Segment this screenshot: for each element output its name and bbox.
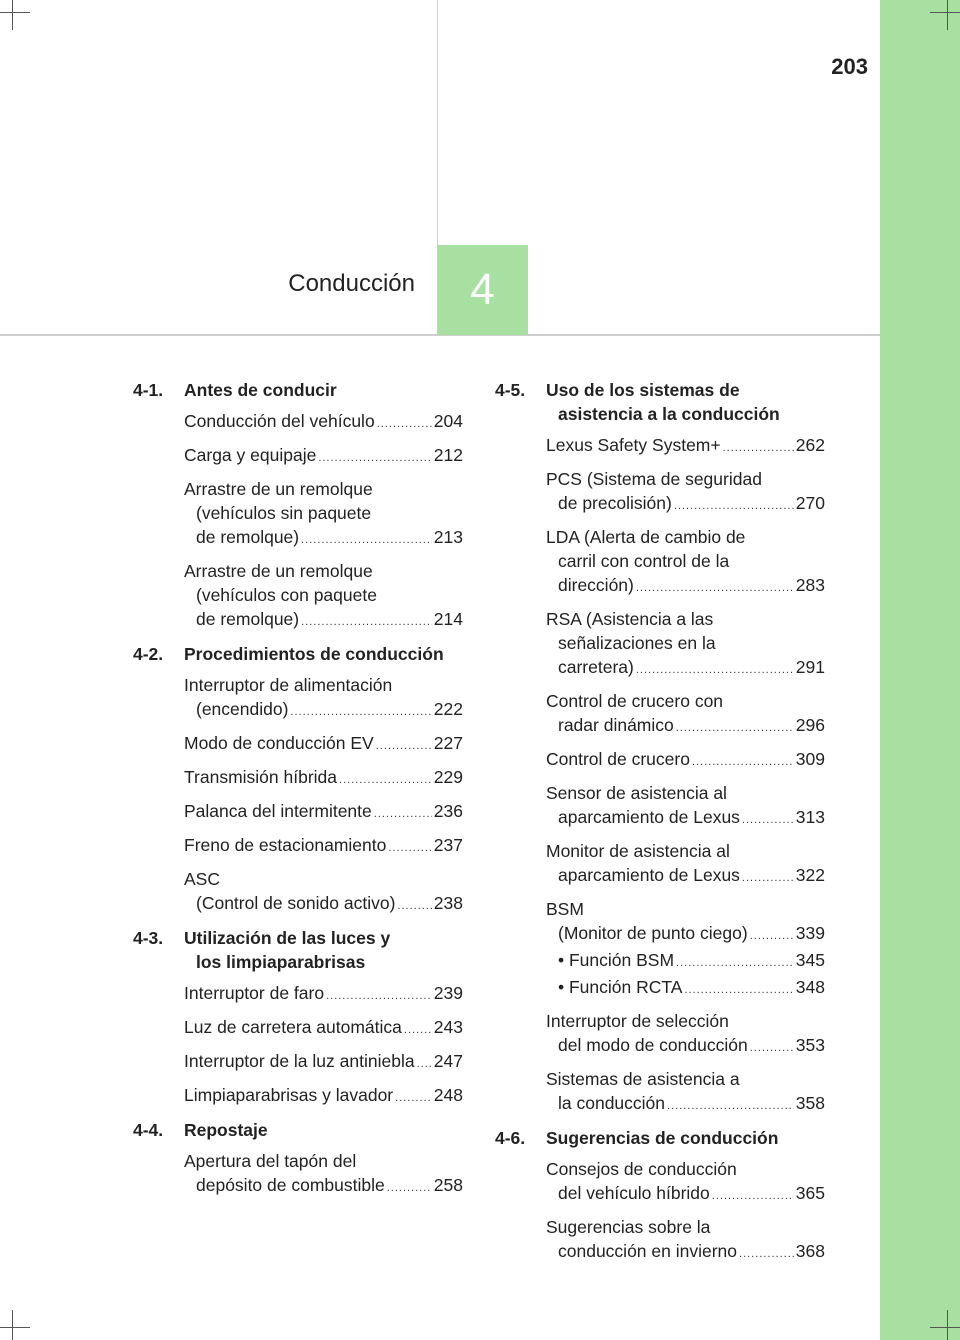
subitem-text: • Función BSM	[558, 950, 675, 970]
entry-text: Lexus Safety System+	[546, 435, 721, 455]
entry-text: Freno de estacionamiento	[184, 835, 387, 855]
entry-text-line: Consejos de conducción	[546, 1159, 737, 1179]
entry-page-number[interactable]: 237	[433, 835, 463, 855]
entry-text: aparcamiento de Lexus	[558, 865, 740, 885]
dot-leader	[374, 802, 432, 826]
entry-page-number[interactable]: 313	[795, 807, 825, 827]
entry-leader-line	[546, 1239, 825, 1266]
section-number: 4-4.	[133, 1120, 164, 1140]
entry-text-line: Interruptor de selección	[546, 1011, 729, 1031]
entry-text-line: PCS (Sistema de seguridad	[546, 469, 762, 489]
entry-text: Modo de conducción EV	[184, 733, 374, 753]
dot-leader	[301, 528, 432, 552]
entry-page-number[interactable]: 236	[433, 801, 463, 821]
toc-entry[interactable]	[133, 477, 463, 552]
toc-entry[interactable]	[133, 731, 463, 758]
entry-text-line: Sensor de asistencia al	[546, 783, 727, 803]
section-number: 4-3.	[133, 928, 164, 948]
dot-leader	[377, 412, 432, 436]
toc-entry[interactable]	[495, 467, 825, 518]
entry-leader-line	[546, 863, 825, 890]
dot-leader	[742, 866, 794, 890]
entry-text: Carga y equipaje	[184, 445, 317, 465]
dot-leader	[326, 984, 432, 1008]
subitem-page-number[interactable]: 348	[795, 977, 825, 997]
entry-text-line: Sistemas de asistencia a	[546, 1069, 740, 1089]
chapter-number-box	[437, 245, 528, 335]
toc-entry[interactable]	[133, 409, 463, 436]
entry-leader-line	[546, 433, 825, 460]
toc-entry[interactable]	[133, 1015, 463, 1042]
entry-leader-line	[546, 491, 825, 518]
section-title	[184, 378, 463, 402]
crop-mark	[12, 1310, 13, 1340]
toc-entry[interactable]	[495, 525, 825, 600]
entry-text: de remolque)	[196, 609, 300, 629]
section-title-line: los limpiaparabrisas	[196, 952, 366, 972]
dot-leader	[395, 1086, 432, 1110]
entry-subitem[interactable]	[546, 975, 825, 1002]
dot-leader	[739, 1242, 794, 1266]
entry-text: radar dinámico	[558, 715, 674, 735]
entry-leader-line	[184, 525, 463, 552]
entry-text: de remolque)	[196, 527, 300, 547]
entry-page-number[interactable]: 339	[795, 923, 825, 943]
dot-leader	[684, 978, 793, 1002]
entry-page-number[interactable]: 227	[433, 733, 463, 753]
entry-text: (Control de sonido activo)	[196, 893, 396, 913]
dot-leader	[742, 808, 794, 832]
toc-entry[interactable]	[495, 897, 825, 1002]
toc-entry[interactable]	[133, 443, 463, 470]
dot-leader	[397, 894, 431, 918]
section-title	[184, 642, 463, 666]
toc-entry[interactable]	[495, 1215, 825, 1266]
section-title-line: Procedimientos de conducción	[184, 644, 444, 664]
toc-entry[interactable]	[133, 833, 463, 860]
section-number: 4-1.	[133, 380, 164, 400]
subitem-page-number[interactable]: 345	[795, 950, 825, 970]
chapter-side-tab	[880, 0, 960, 1340]
section-heading	[495, 378, 825, 426]
entry-text: del modo de conducción	[558, 1035, 748, 1055]
header-divider-vertical	[437, 0, 438, 245]
entry-leader-line	[184, 765, 463, 792]
subitem-text: • Función RCTA	[558, 977, 683, 997]
entry-text-line: LDA (Alerta de cambio de	[546, 527, 746, 547]
crop-mark	[947, 1310, 948, 1340]
section-title-line: Repostaje	[184, 1120, 268, 1140]
toc-entry[interactable]	[495, 747, 825, 774]
entry-text: de precolisión)	[558, 493, 672, 513]
dot-leader	[376, 734, 432, 758]
dot-leader	[667, 1094, 794, 1118]
toc-entry[interactable]	[495, 781, 825, 832]
chapter-title: Conducción	[288, 270, 415, 297]
entry-text-line: Arrastre de un remolque	[184, 479, 373, 499]
entry-leader-line	[184, 1049, 463, 1076]
toc-entry[interactable]	[495, 1157, 825, 1208]
entry-leader-line	[546, 1181, 825, 1208]
entry-text: conducción en invierno	[558, 1241, 738, 1261]
entry-text-line: RSA (Asistencia a las	[546, 609, 714, 629]
toc-section	[133, 378, 463, 634]
dot-leader	[676, 951, 794, 975]
entry-page-number[interactable]: 296	[795, 715, 825, 735]
section-title-line: Sugerencias de conducción	[546, 1128, 779, 1148]
toc-entry[interactable]	[495, 1009, 825, 1060]
dot-leader	[388, 836, 431, 860]
entry-text: carretera)	[558, 657, 634, 677]
entry-text: Conducción del vehículo	[184, 411, 375, 431]
entry-text-line: BSM	[546, 899, 584, 919]
section-title	[546, 1126, 825, 1150]
toc-section	[133, 642, 463, 918]
crop-mark	[930, 1327, 960, 1328]
toc-entry[interactable]	[133, 559, 463, 634]
entry-text-line: carril con control de la	[558, 551, 730, 571]
toc-left-column	[133, 378, 463, 1208]
entry-leader-line	[184, 607, 463, 634]
entry-page-number[interactable]: 239	[433, 983, 463, 1003]
entry-page-number[interactable]: 258	[433, 1175, 463, 1195]
entry-leader-line	[546, 713, 825, 740]
entry-leader-line	[184, 409, 463, 436]
entry-page-number[interactable]: 214	[433, 609, 463, 629]
entry-leader-line	[546, 573, 825, 600]
entry-text: Control de crucero	[546, 749, 690, 769]
entry-subitem[interactable]	[546, 948, 825, 975]
toc-entry[interactable]	[495, 1067, 825, 1118]
toc-entry[interactable]	[133, 1049, 463, 1076]
entry-text: Transmisión híbrida	[184, 767, 338, 787]
section-title	[546, 378, 825, 426]
dot-leader	[387, 1176, 432, 1200]
entry-text-line: Monitor de asistencia al	[546, 841, 730, 861]
entry-page-number[interactable]: 270	[795, 493, 825, 513]
entry-leader-line	[184, 833, 463, 860]
entry-text: Palanca del intermitente	[184, 801, 372, 821]
entry-leader-line	[184, 981, 463, 1008]
section-title-line: Uso de los sistemas de	[546, 380, 740, 400]
dot-leader	[301, 610, 432, 634]
entry-leader-line	[184, 799, 463, 826]
section-title	[184, 926, 463, 974]
entry-text: la conducción	[558, 1093, 666, 1113]
entry-text: del vehículo híbrido	[558, 1183, 710, 1203]
entry-text: depósito de combustible	[196, 1175, 385, 1195]
toc-entry[interactable]	[495, 433, 825, 460]
chapter-number: 4	[470, 265, 495, 314]
section-heading	[133, 642, 463, 666]
entry-page-number[interactable]: 291	[795, 657, 825, 677]
toc-right-column	[495, 378, 825, 1274]
section-heading	[133, 926, 463, 974]
dot-leader	[750, 1036, 794, 1060]
dot-leader	[404, 1018, 432, 1042]
entry-text-line: Control de crucero con	[546, 691, 724, 711]
dot-leader	[750, 924, 794, 948]
entry-text: (encendido)	[196, 699, 289, 719]
entry-page-number[interactable]: 247	[433, 1051, 463, 1071]
toc-entry[interactable]	[495, 689, 825, 740]
entry-text-line: señalizaciones en la	[558, 633, 716, 653]
entry-page-number[interactable]: 243	[433, 1017, 463, 1037]
crop-mark	[947, 0, 948, 30]
entry-leader-line	[184, 697, 463, 724]
entry-text: Interruptor de la luz antiniebla	[184, 1051, 415, 1071]
entry-leader-line	[184, 1015, 463, 1042]
entry-page-number[interactable]: 204	[433, 411, 463, 431]
entry-page-number[interactable]: 309	[795, 749, 825, 769]
entry-leader-line	[184, 891, 463, 918]
section-heading	[133, 378, 463, 402]
section-title-line: Utilización de las luces y	[184, 928, 391, 948]
section-number: 4-5.	[495, 380, 526, 400]
toc-section	[495, 378, 825, 1118]
dot-leader	[290, 700, 431, 724]
entry-leader-line	[184, 731, 463, 758]
entry-page-number[interactable]: 353	[795, 1035, 825, 1055]
dot-leader	[339, 768, 432, 792]
entry-page-number[interactable]: 238	[433, 893, 463, 913]
entry-leader-line	[546, 1033, 825, 1060]
entry-text-line: (vehículos con paquete	[196, 585, 377, 605]
entry-text: Interruptor de faro	[184, 983, 325, 1003]
entry-text: Luz de carretera automática	[184, 1017, 402, 1037]
toc-entry[interactable]	[495, 607, 825, 682]
entry-leader-line	[184, 1083, 463, 1110]
section-heading	[495, 1126, 825, 1150]
entry-page-number[interactable]: 229	[433, 767, 463, 787]
dot-leader	[674, 494, 794, 518]
toc-entry[interactable]	[133, 799, 463, 826]
toc-entry[interactable]	[133, 867, 463, 918]
dot-leader	[636, 658, 794, 682]
entry-leader-line	[184, 1173, 463, 1200]
dot-leader	[692, 750, 794, 774]
entry-leader-line	[546, 805, 825, 832]
toc-entry[interactable]	[133, 673, 463, 724]
section-number: 4-6.	[495, 1128, 526, 1148]
entry-page-number[interactable]: 365	[795, 1183, 825, 1203]
toc-section	[133, 1118, 463, 1200]
entry-text: Limpiaparabrisas y lavador	[184, 1085, 394, 1105]
entry-text-line: Arrastre de un remolque	[184, 561, 373, 581]
entry-text: dirección)	[558, 575, 634, 595]
dot-leader	[636, 576, 794, 600]
section-number: 4-2.	[133, 644, 164, 664]
crop-mark	[0, 1327, 30, 1328]
entry-leader-line	[546, 1091, 825, 1118]
entry-leader-line	[184, 443, 463, 470]
entry-text-line: (vehículos sin paquete	[196, 503, 372, 523]
crop-mark	[930, 12, 960, 13]
page-number: 203	[831, 54, 868, 79]
entry-page-number[interactable]: 358	[795, 1093, 825, 1113]
toc-entry[interactable]	[133, 1083, 463, 1110]
entry-leader-line	[546, 655, 825, 682]
section-title	[184, 1118, 463, 1142]
toc-section	[133, 926, 463, 1110]
crop-mark	[12, 0, 13, 30]
toc-entry[interactable]	[133, 765, 463, 792]
crop-mark	[0, 12, 30, 13]
entry-page-number[interactable]: 222	[433, 699, 463, 719]
dot-leader	[417, 1052, 432, 1076]
entry-page-number[interactable]: 213	[433, 527, 463, 547]
toc-entry[interactable]	[133, 1149, 463, 1200]
toc-entry[interactable]	[495, 839, 825, 890]
entry-text: (Monitor de punto ciego)	[558, 923, 748, 943]
entry-leader-line	[546, 921, 825, 948]
toc-entry[interactable]	[133, 981, 463, 1008]
entry-page-number[interactable]: 248	[433, 1085, 463, 1105]
toc-section	[495, 1126, 825, 1266]
dot-leader	[723, 436, 794, 460]
entry-page-number[interactable]: 283	[795, 575, 825, 595]
entry-page-number[interactable]: 212	[433, 445, 463, 465]
entry-text-line: ASC	[184, 869, 220, 889]
entry-text-line: Interruptor de alimentación	[184, 675, 393, 695]
section-title-line: asistencia a la conducción	[558, 404, 780, 424]
entry-page-number[interactable]: 262	[795, 435, 825, 455]
entry-text-line: Sugerencias sobre la	[546, 1217, 711, 1237]
dot-leader	[318, 446, 431, 470]
section-heading	[133, 1118, 463, 1142]
dot-leader	[712, 1184, 794, 1208]
entry-page-number[interactable]: 322	[795, 865, 825, 885]
entry-text: aparcamiento de Lexus	[558, 807, 740, 827]
entry-text-line: Apertura del tapón del	[184, 1151, 357, 1171]
dot-leader	[676, 716, 794, 740]
entry-page-number[interactable]: 368	[795, 1241, 825, 1261]
section-title-line: Antes de conducir	[184, 380, 337, 400]
entry-leader-line	[546, 747, 825, 774]
